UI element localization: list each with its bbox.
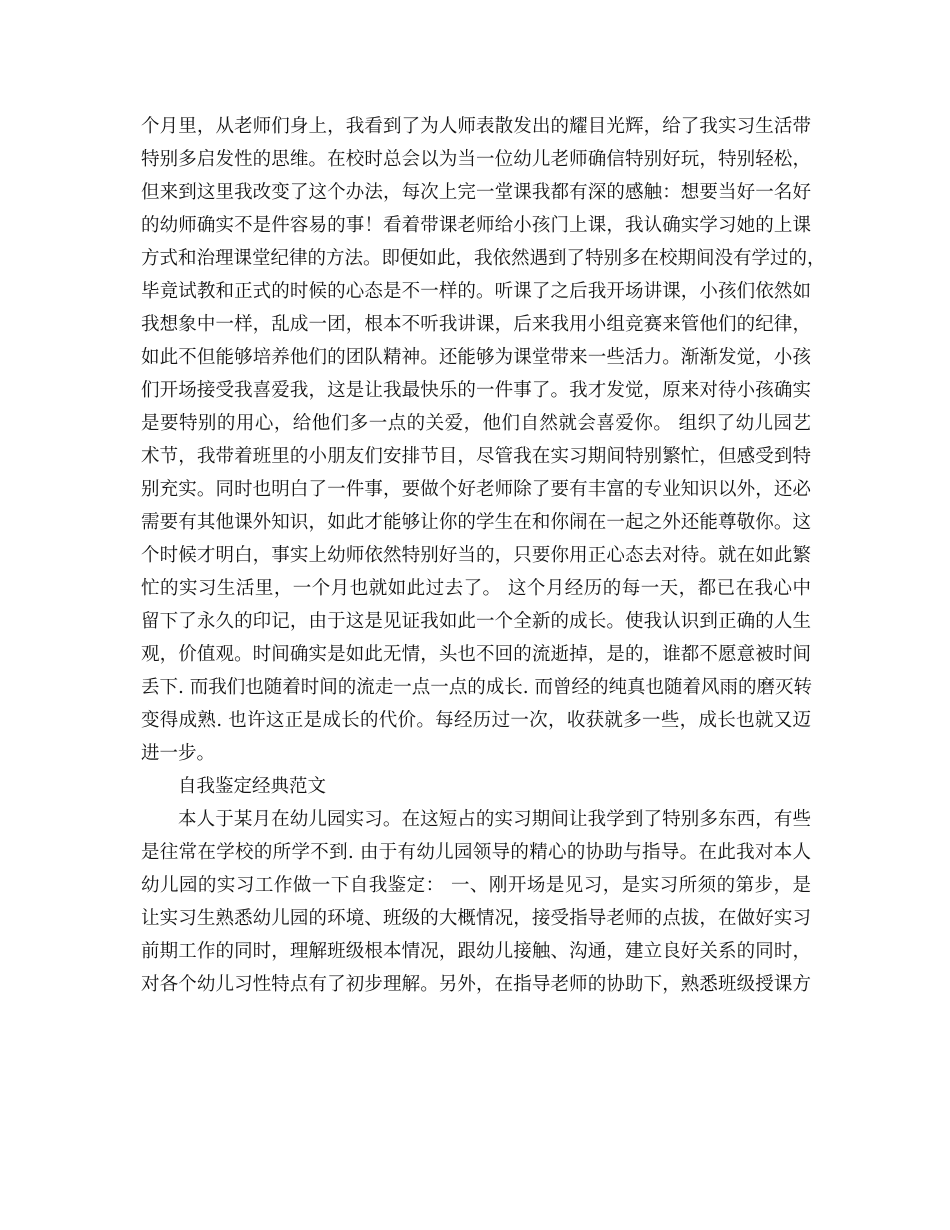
text-line: 让实习生熟悉幼儿园的环境、班级的大概情况，接受指导老师的点拔，在做好实习 — [141, 908, 811, 929]
text-line: 个月里，从老师们身上，我看到了为人师表散发出的耀目光辉，给了我实习生活带 — [141, 116, 811, 137]
text-line: 需要有其他课外知识，如此才能够让你的学生在和你闹在一起之外还能尊敬你。这 — [141, 512, 811, 533]
text-line: 是要特别的用心，给他们多一点的关爱，他们自然就会喜爱你。 组织了幼儿园艺 — [141, 413, 811, 434]
text-line: 前期工作的同时，理解班级根本情况，跟幼儿接触、沟通，建立良好关系的同时， — [141, 941, 811, 962]
text-line: 丢下. 而我们也随着时间的流走一点一点的成长. 而曾经的纯真也随着风雨的磨灭转 — [141, 677, 813, 698]
text-line: 留下了永久的印记，由于这是见证我如此一个全新的成长。使我认识到正确的人生 — [141, 611, 811, 632]
text-line: 个时候才明白，事实上幼师依然特别好当的，只要你用正心态去对待。就在如此繁 — [141, 545, 811, 566]
section-heading: 自我鉴定经典范文 — [178, 776, 327, 797]
text-line: 术节，我带着班里的小朋友们安排节目，尽管我在实习期间特别繁忙，但感受到特 — [141, 446, 811, 467]
text-line: 观，价值观。时间确实是如此无情，头也不回的流逝掉，是的，谁都不愿意被时间 — [141, 644, 811, 665]
text-line: 是往常在学校的所学不到. 由于有幼儿园领导的精心的协助与指导。在此我对本人 — [141, 842, 811, 863]
text-line: 幼儿园的实习工作做一下自我鉴定： 一、刚开场是见习，是实习所须的第步，是 — [141, 875, 811, 896]
text-line: 本人于某月在幼儿园实习。在这短占的实习期间让我学到了特别多东西，有些 — [178, 809, 811, 830]
text-line: 对各个幼儿习性特点有了初步理解。另外，在指导老师的协助下，熟悉班级授课方 — [141, 974, 811, 995]
text-line: 特别多启发性的思维。在校时总会以为当一位幼儿老师确信特别好玩，特别轻松， — [141, 149, 811, 170]
text-line: 我想象中一样，乱成一团，根本不听我讲课，后来我用小组竞赛来管他们的纪律， — [141, 314, 811, 335]
text-line: 的幼师确实不是件容易的事！看着带课老师给小孩门上课，我认确实学习她的上课 — [141, 215, 811, 236]
text-line: 们开场接受我喜爱我，这是让我最快乐的一件事了。我才发觉，原来对待小孩确实 — [141, 380, 811, 401]
document-body — [141, 110, 826, 1001]
text-line: 毕竟试教和正式的时候的心态是不一样的。听课了之后我开场讲课，小孩们依然如 — [141, 281, 811, 302]
text-line: 进一步。 — [141, 743, 216, 764]
text-line: 但来到这里我改变了这个办法，每次上完一堂课我都有深的感触：想要当好一名好 — [141, 182, 811, 203]
text-line: 别充实。同时也明白了一件事，要做个好老师除了要有丰富的专业知识以外，还必 — [141, 479, 811, 500]
text-line: 方式和治理课堂纪律的方法。即便如此，我依然遇到了特别多在校期间没有学过的， — [141, 248, 826, 269]
text-line: 如此不但能够培养他们的团队精神。还能够为课堂带来一些活力。渐渐发觉，小孩 — [141, 347, 811, 368]
text-line: 忙的实习生活里，一个月也就如此过去了。 这个月经历的每一天，都已在我心中 — [141, 578, 811, 599]
text-line: 变得成熟. 也许这正是成长的代价。每经历过一次，收获就多一些，成长也就又迈 — [141, 710, 811, 731]
